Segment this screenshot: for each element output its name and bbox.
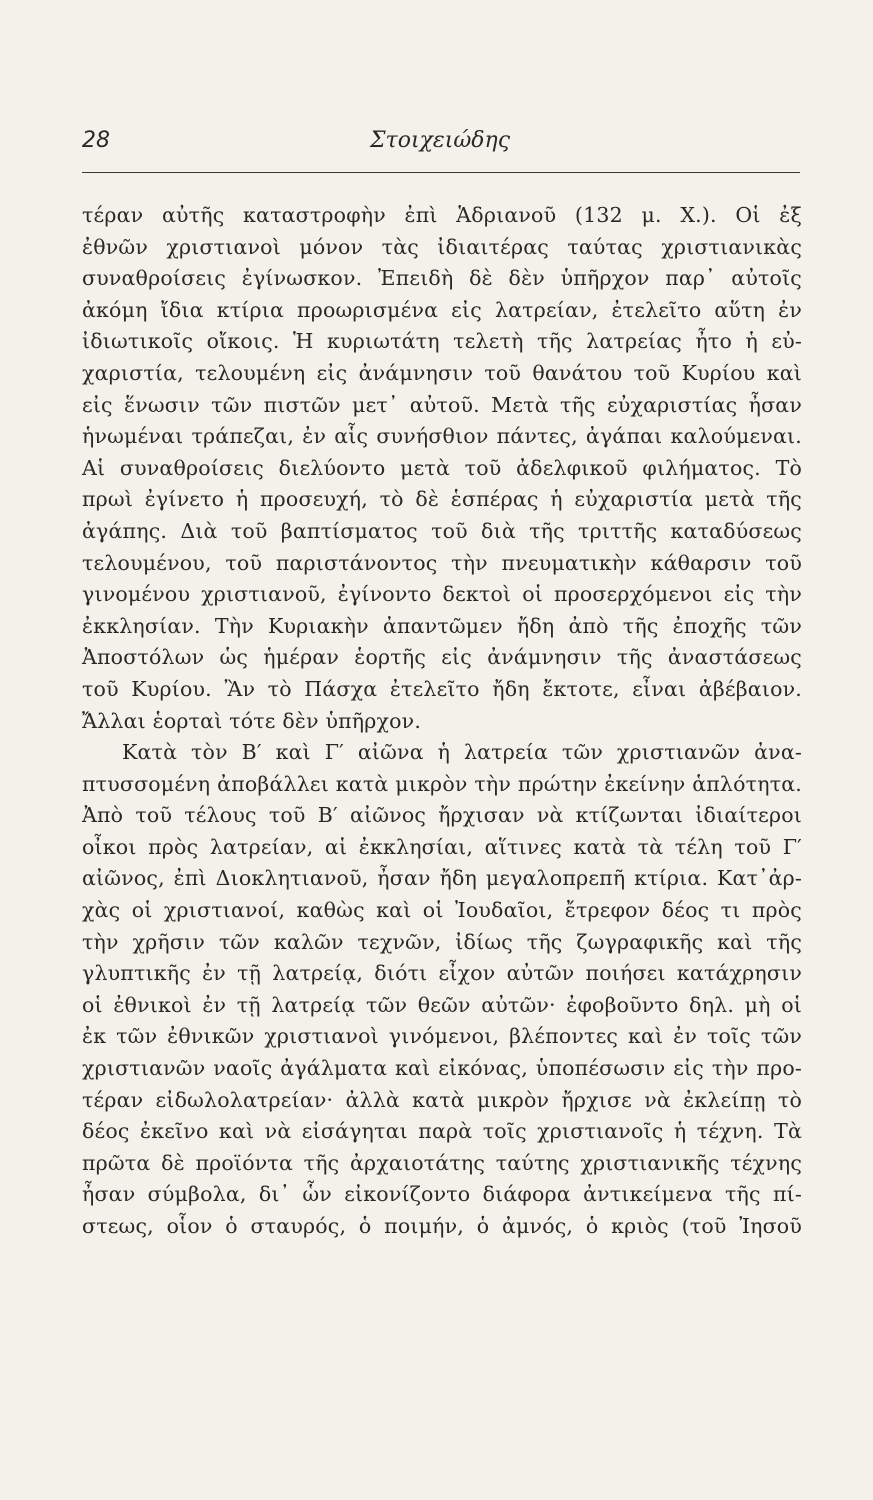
text-line: ἐθνῶν χριστιανοὶ μόνον τὰς ἰδιαιτέρας ταύτας χριστιανικὰς	[82, 234, 802, 259]
text-line: πρωὶ ἐγίνετο ἡ προσευχή, τὸ δὲ ἑσπέρας ἡ εὐχαριστία μετὰ τῆς	[82, 487, 802, 512]
text-line: τελουμένου, τοῦ παριστάνοντος τὴν πνευματικὴν κάθαρσιν τοῦ	[82, 550, 802, 575]
text-line: ἐκ τῶν ἐθνικῶν χριστιανοὶ γινόμενοι, βλέποντες καὶ ἐν τοῖς τῶν	[82, 1024, 802, 1049]
text-line: ἐκκλησίαν. Τὴν Κυριακὴν ἀπαντῶμεν ἤδη ἀπὸ τῆς ἐποχῆς τῶν	[82, 613, 802, 638]
text-line: Κατὰ τὸν Β′ καὶ Γ′ αἰῶνα ἡ λατρεία τῶν χριστιανῶν ἀνα-	[122, 740, 802, 765]
text-line: χὰς οἱ χριστιανοί, καθὼς καὶ οἱ Ἰουδαῖοι, ἔτρεφον δέος τι πρὸς	[82, 898, 802, 923]
text-line: οἱ ἐθνικοὶ ἐν τῇ λατρείᾳ τῶν θεῶν αὐτῶν· ἐφοβοῦντο δηλ. μὴ οἱ	[82, 992, 802, 1017]
text-line: χαριστία, τελουμένη εἰς ἀνάμνησιν τοῦ θανάτου τοῦ Κυρίου καὶ	[82, 360, 802, 385]
text-line: τέραν αὐτῆς καταστροφὴν ἐπὶ Ἁδριανοῦ (132 μ. Χ.). Οἱ ἐξ	[82, 203, 802, 227]
text-line: στεως, οἷον ὁ σταυρός, ὁ ποιμήν, ὁ ἀμνός, ὁ κριὸς (τοῦ Ἰησοῦ	[82, 1214, 802, 1238]
text-line: ἀγάπης. Διὰ τοῦ βαπτίσματος τοῦ διὰ τῆς τριττῆς καταδύσεως	[82, 518, 802, 543]
text-line: τοῦ Κυρίου. Ἂν τὸ Πάσχα ἐτελεῖτο ἤδη ἔκτοτε, εἶναι ἀβέβαιον.	[82, 676, 802, 701]
header-rule	[82, 172, 800, 173]
text-line: τέραν εἰδωλολατρείαν· ἀλλὰ κατὰ μικρὸν ἤρχισε νὰ ἐκλείπῃ τὸ	[82, 1087, 802, 1112]
page-number: 28	[82, 128, 110, 153]
text-line: ἀκόμη ἴδια κτίρια προωρισμένα εἰς λατρείαν, ἐτελεῖτο αὕτη ἐν	[82, 297, 802, 322]
text-line: Ἄλλαι ἑορταὶ τότε δὲν ὑπῆρχον.	[82, 708, 422, 733]
text-line: ἰδιωτικοῖς οἴκοις. Ἡ κυριωτάτη τελετὴ τῆς λατρείας ἦτο ἡ εὐ-	[82, 329, 802, 354]
text-line: ἦσαν σύμβολα, δι᾽ ὧν εἰκονίζοντο διάφορα ἀντικείμενα τῆς πί-	[82, 1182, 802, 1207]
text-line: Ἀπὸ τοῦ τέλους τοῦ Β′ αἰῶνος ἤρχισαν νὰ κτίζωνται ἰδιαίτεροι	[82, 803, 802, 828]
text-line: πρῶτα δὲ προϊόντα τῆς ἀρχαιοτάτης ταύτης χριστιανικῆς τέχνης	[82, 1150, 802, 1175]
text-line: εἰς ἕνωσιν τῶν πιστῶν μετ᾽ αὐτοῦ. Μετὰ τῆς εὐχαριστίας ἦσαν	[82, 392, 802, 417]
page-header	[82, 128, 800, 178]
text-line: Ἀποστόλων ὡς ἡμέραν ἑορτῆς εἰς ἀνάμνησιν τῆς ἀναστάσεως	[82, 645, 802, 670]
text-line: δέος ἐκεῖνο καὶ νὰ εἰσάγηται παρὰ τοῖς χριστιανοῖς ἡ τέχνη. Τὰ	[82, 1119, 802, 1144]
text-line: ἡνωμέναι τράπεζαι, ἐν αἷς συνήσθιον πάντες, ἀγάπαι καλούμεναι.	[82, 424, 802, 449]
text-line: γλυπτικῆς ἐν τῇ λατρείᾳ, διότι εἶχον αὐτῶν ποιήσει κατάχρησιν	[82, 961, 802, 986]
text-line: Αἱ συναθροίσεις διελύοντο μετὰ τοῦ ἀδελφικοῦ φιλήματος. Τὸ	[82, 455, 802, 480]
text-line: συναθροίσεις ἐγίνωσκον. Ἐπειδὴ δὲ δὲν ὑπῆρχον παρ᾽ αὐτοῖς	[82, 266, 802, 291]
text-line: χριστιανῶν ναοῖς ἀγάλματα καὶ εἰκόνας, ὑποπέσωσιν εἰς τὴν προ-	[82, 1056, 802, 1081]
text-line: τὴν χρῆσιν τῶν καλῶν τεχνῶν, ἰδίως τῆς ζωγραφικῆς καὶ τῆς	[82, 929, 802, 954]
text-line: γινομένου χριστιανοῦ, ἐγίνοντο δεκτοὶ οἱ προσερχόμενοι εἰς τὴν	[82, 582, 802, 607]
body-text	[82, 200, 802, 1243]
text-line: αἰῶνος, ἐπὶ Διοκλητιανοῦ, ἦσαν ἤδη μεγαλοπρεπῆ κτίρια. Κατ᾽ἀρ-	[82, 866, 802, 891]
text-line: πτυσσομένη ἀποβάλλει κατὰ μικρὸν τὴν πρώτην ἐκείνην ἁπλότητα.	[82, 771, 802, 796]
running-head: Στοιχειώδης	[370, 128, 511, 153]
text-line: οἶκοι πρὸς λατρείαν, αἱ ἐκκλησίαι, αἵτινες κατὰ τὰ τέλη τοῦ Γ′	[82, 834, 802, 859]
